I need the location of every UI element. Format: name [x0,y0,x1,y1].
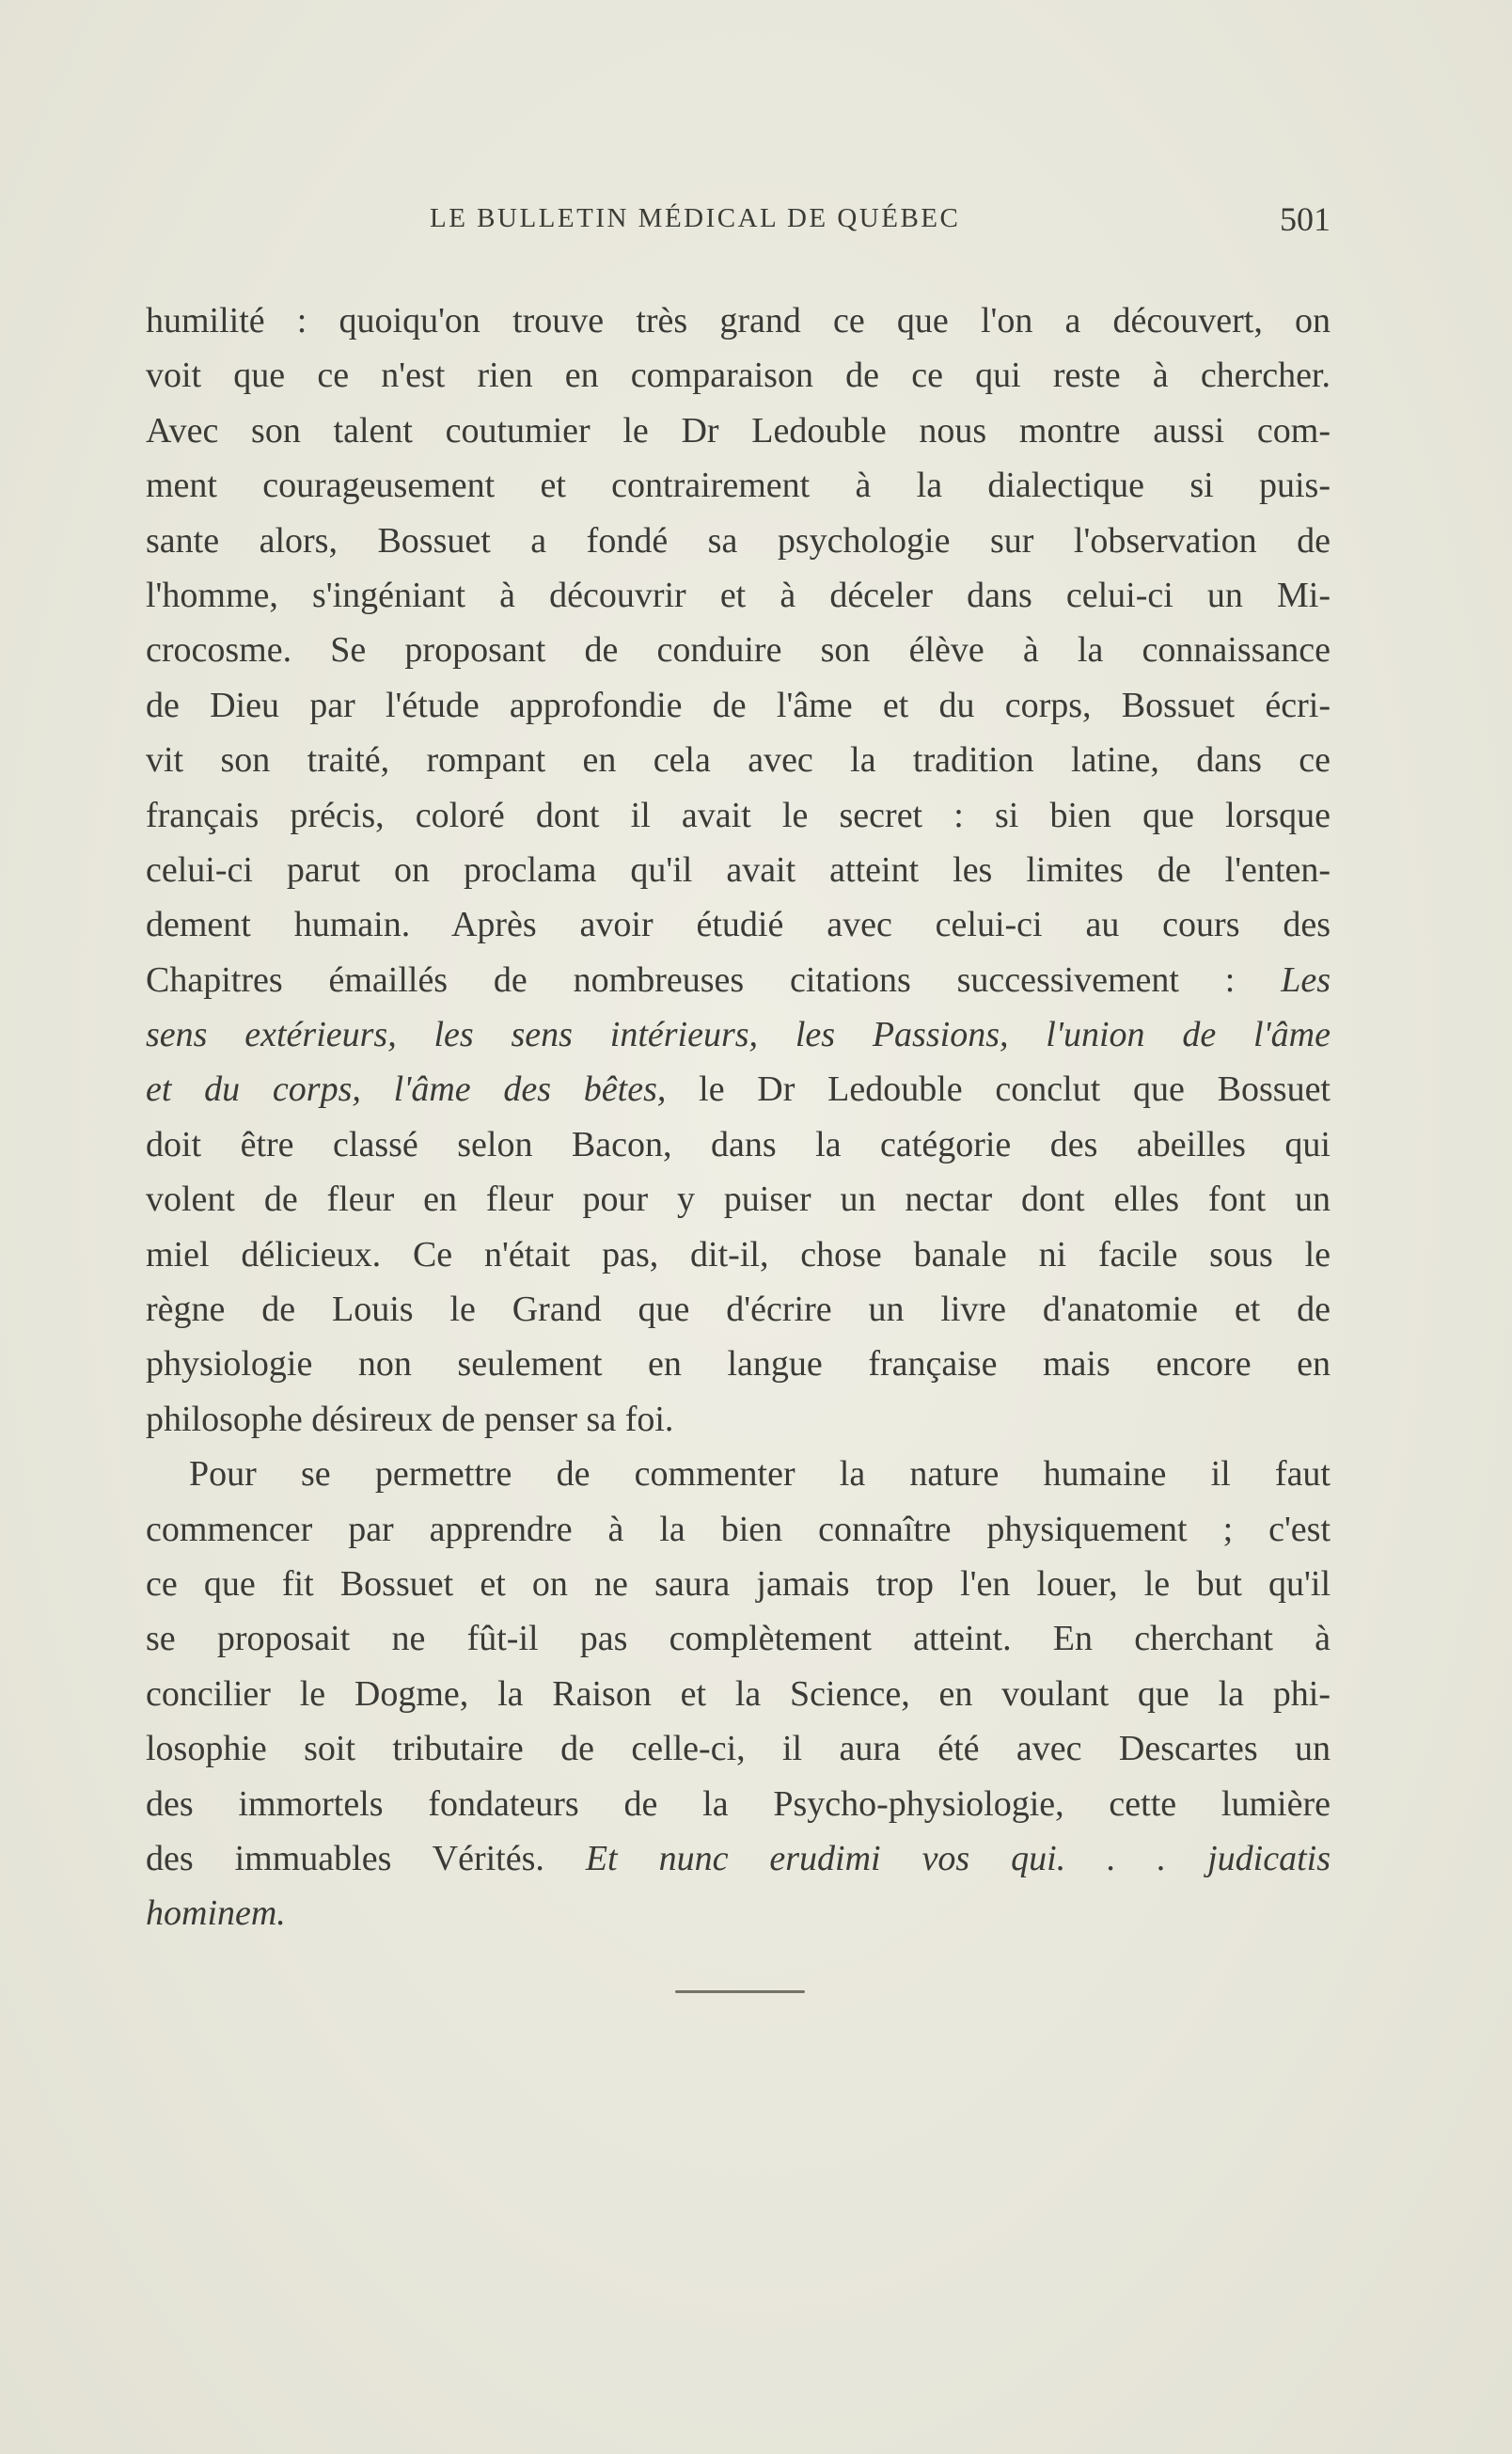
text-line: des immortels fondateurs de la Psycho-physiologie, cette lumière [146,1783,1331,1824]
text-line: doit être classé selon Bacon, dans la catégorie des abeilles qui [146,1124,1331,1164]
body-text [146,293,1331,1941]
italic-text: sens extérieurs, les sens intérieurs, les Passions, l'union de l'âme [146,1015,1331,1055]
text-line: voit que ce n'est rien en comparaison de ce qui reste à chercher. [146,356,1331,396]
text-line: celui-ci parut on proclama qu'il avait atteint les limites de l'enten- [146,849,1331,890]
text-line: losophie soit tributaire de celle-ci, il aura été avec Descartes un [146,1729,1331,1769]
text-line: sante alors, Bossuet a fondé sa psychologie sur l'observation de [146,520,1331,561]
text-line: crocosme. Se proposant de conduire son élève à la connaissance [146,630,1331,671]
text-line: commencer par apprendre à la bien connaître physiquement ; c'est [146,1509,1331,1549]
text-line: ce que fit Bossuet et on ne saura jamais trop l'en louer, le but qu'il [146,1563,1331,1604]
end-rule [675,1990,805,1993]
text-line: français précis, coloré dont il avait le secret : si bien que lorsque [146,795,1331,835]
text-line: vit son traité, rompant en cela avec la tradition latine, dans ce [146,740,1331,781]
text-line: de Dieu par l'étude approfondie de l'âme et du corps, Bossuet écri- [146,685,1331,725]
text-line: miel délicieux. Ce n'était pas, dit-il, chose banale ni facile sous le [146,1234,1331,1274]
text-line: et du corps, l'âme des bêtes, le Dr Ledouble conclut que Bossuet [146,1069,1331,1110]
text-line: se proposait ne fût-il pas complètement atteint. En cherchant à [146,1619,1331,1659]
text-line [146,1886,1331,1940]
text-line: dement humain. Après avoir étudié avec celui-ci au cours des [146,905,1331,945]
text-line: concilier le Dogme, la Raison et la Science, en voulant que la phi- [146,1673,1331,1714]
italic-text: Les [1281,959,1331,1000]
italic-text: Et nunc erudimi vos qui. . . judicatis [585,1838,1331,1878]
text-line: volent de fleur en fleur pour y puiser un nectar dont elles font un [146,1180,1331,1220]
text-line: philosophe désireux de penser sa foi. [146,1399,674,1439]
text-line: ment courageusement et contrairement à la dialectique si puis- [146,466,1331,506]
running-head [146,199,1331,246]
text-line: Avec son talent coutumier le Dr Ledouble nous montre aussi com- [146,410,1331,451]
text-line: Chapitres émaillés de nombreuses citations successivement : Les [146,959,1331,1000]
text-line: des immuables Vérités. Et nunc erudimi vos qui. . . judicatis [146,1838,1331,1878]
text-line: règne de Louis le Grand que d'écrire un livre d'anatomie et de [146,1290,1331,1330]
text-line: l'homme, s'ingéniant à découvrir et à déceler dans celui-ci un Mi- [146,575,1331,615]
italic-text: et du corps, l'âme des bêtes, [146,1069,667,1110]
text-line [146,1007,1331,1062]
paragraph-2 [146,1447,1331,1941]
text-line: Pour se permettre de commenter la nature humaine il faut [189,1454,1331,1495]
running-title: LE BULLETIN MÉDICAL DE QUÉBEC [430,203,961,233]
italic-text: hominem. [146,1893,286,1934]
page-number: 501 [1280,200,1331,238]
paragraph-1 [146,293,1331,1447]
text-line: physiologie non seulement en langue française mais encore en [146,1344,1331,1385]
text-line: humilité : quoiqu'on trouve très grand ce que l'on a découvert, on [146,301,1331,340]
